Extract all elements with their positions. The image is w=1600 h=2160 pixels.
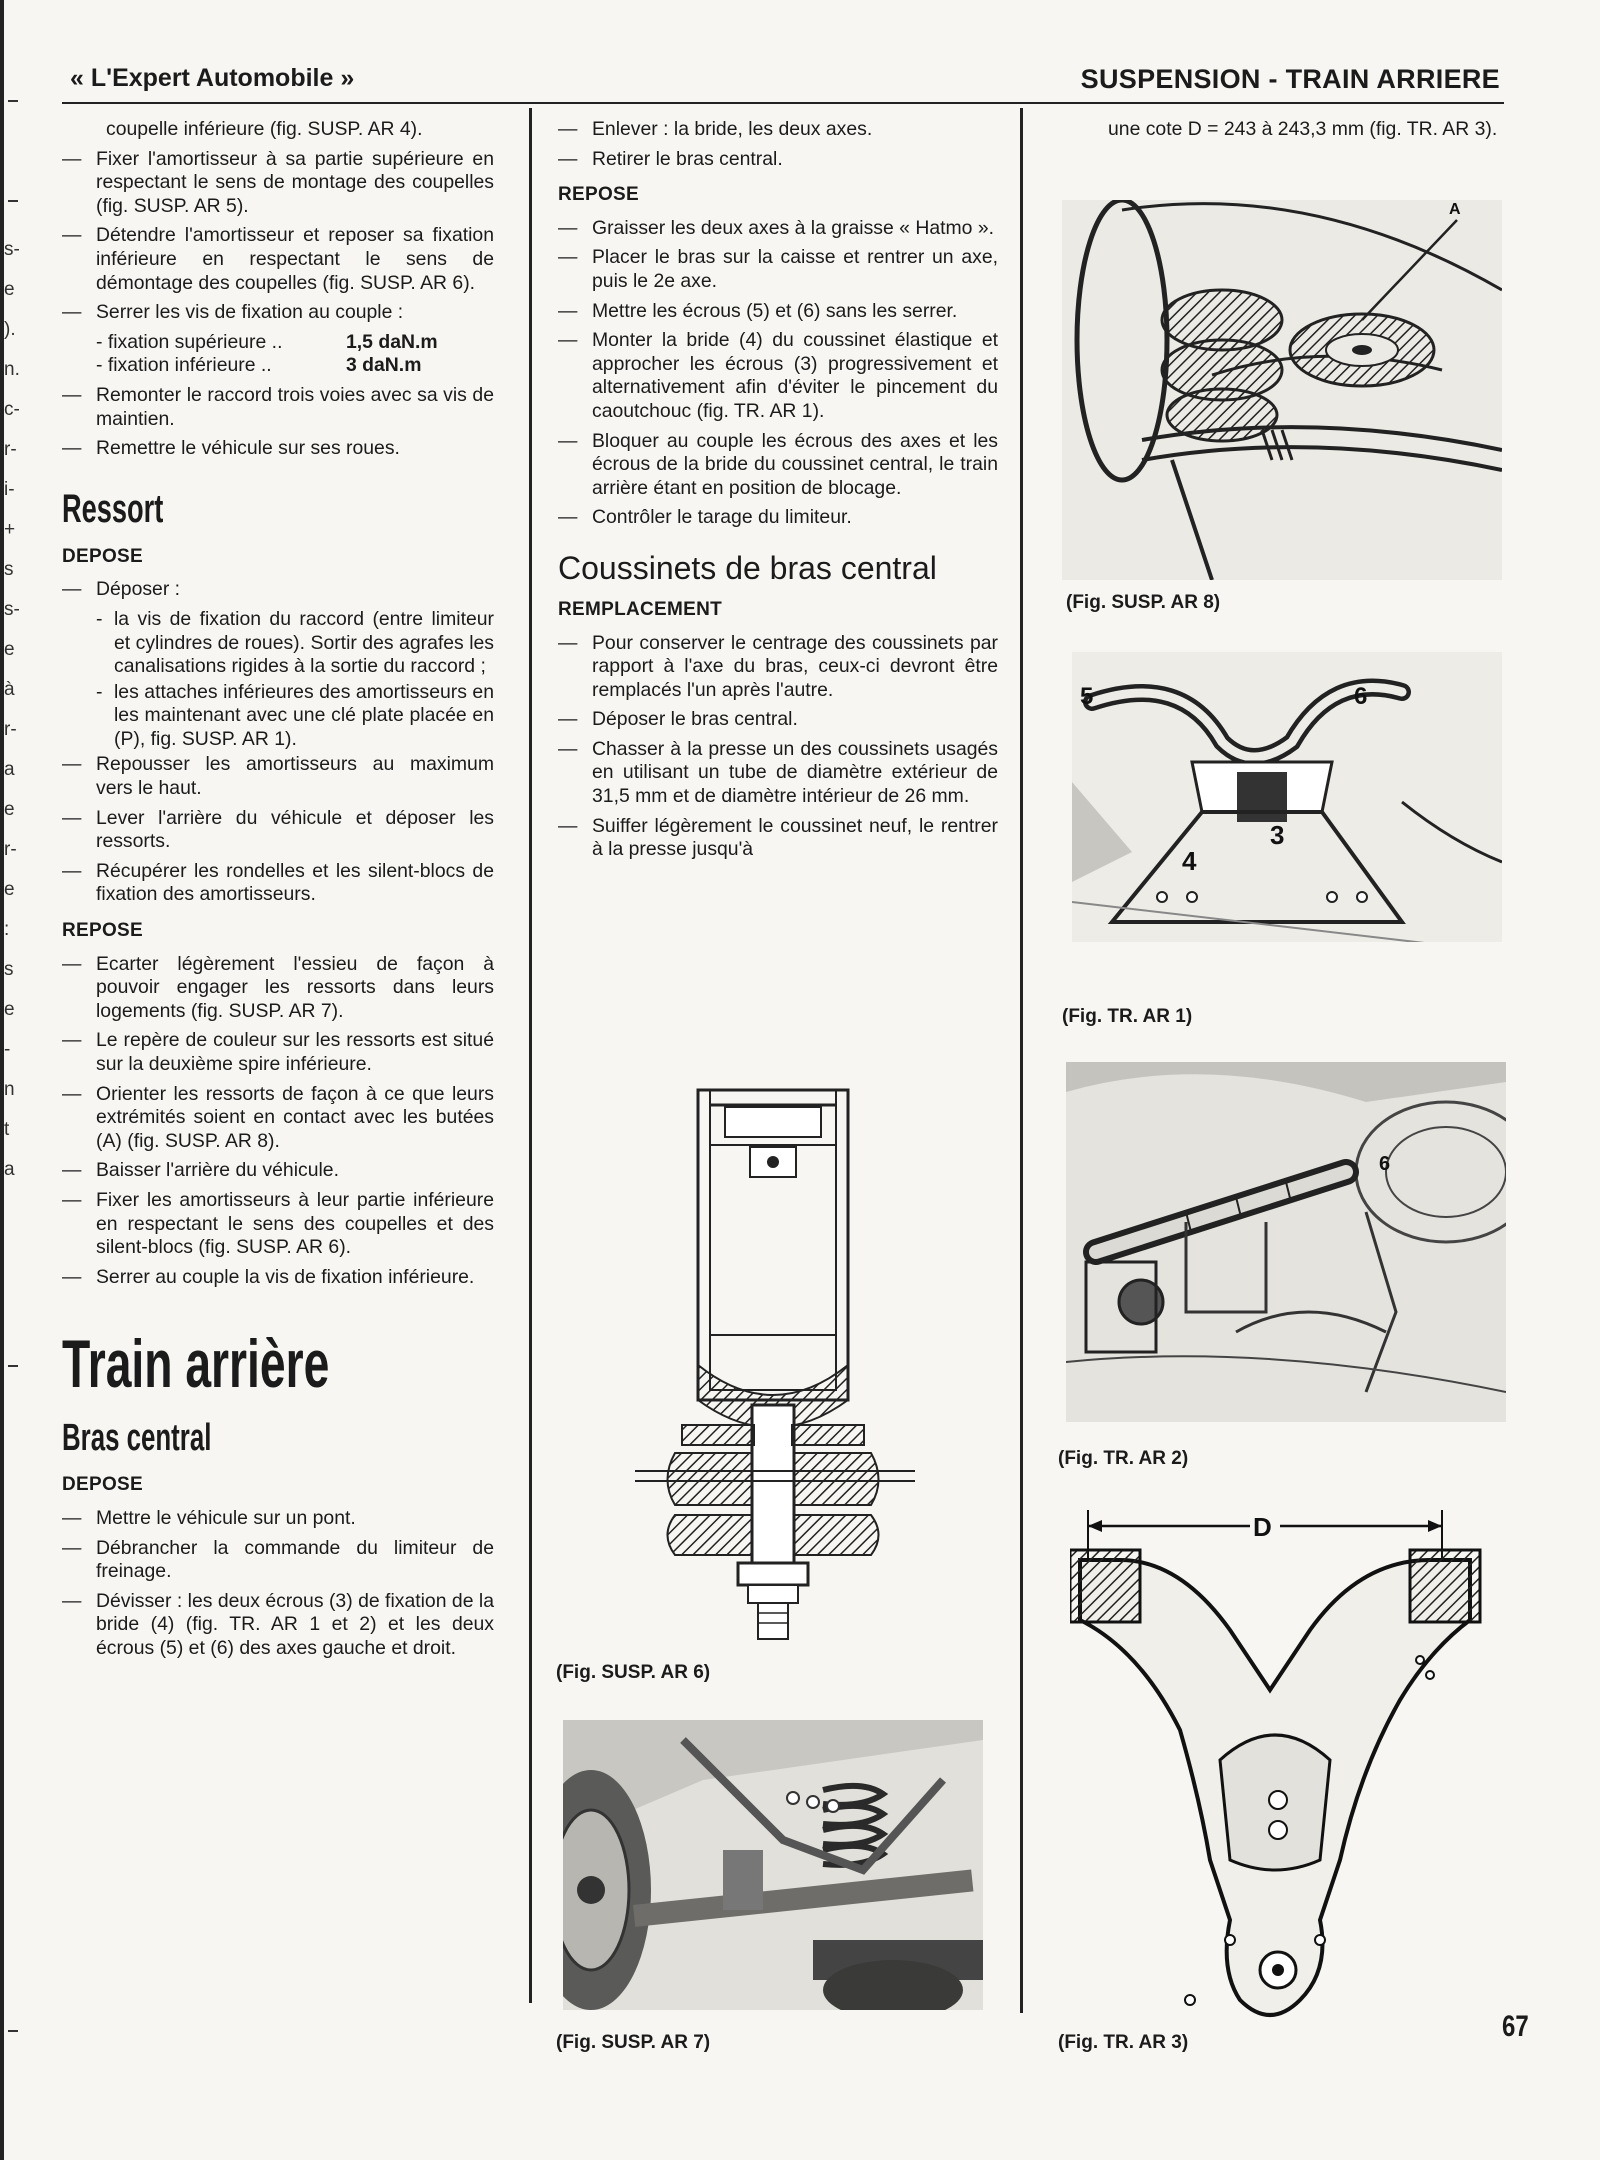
caption-fig-susp-ar-7: (Fig. SUSP. AR 7) bbox=[556, 2032, 711, 2053]
figure-central-arm-dimension bbox=[1070, 1500, 1510, 2050]
list-item: — Lever l'arrière du véhicule et déposer les ressorts. bbox=[62, 806, 494, 853]
bleed-char: s- bbox=[4, 239, 20, 260]
step-list bbox=[558, 217, 998, 530]
bleed-char: s- bbox=[4, 599, 20, 620]
column-1 bbox=[62, 118, 494, 1667]
bleed-char: e bbox=[4, 799, 15, 820]
list-item: — Bloquer au couple les écrous des axes et les écrous de la bride du coussinet central, le train arrière étant en position de blocage. bbox=[558, 429, 998, 499]
margin-bleed-text bbox=[4, 230, 20, 1190]
list-item: — Orienter les ressorts de façon à ce que leurs extrémités soient en contact avec les butées (A) (fig. SUSP. AR 8). bbox=[62, 1082, 494, 1152]
caption-fig-tr-ar-1: (Fig. TR. AR 1) bbox=[1062, 1006, 1193, 1027]
tr1-label-5: 5 bbox=[1080, 683, 1094, 710]
bleed-char: a bbox=[4, 759, 15, 780]
bleed-char: e bbox=[4, 639, 15, 660]
list-item: — Fixer les amortisseurs à leur partie inférieure en respectant le sens des coupelles et des silent-blocs (fig. SUSP. AR 6). bbox=[62, 1188, 494, 1259]
step-list bbox=[558, 632, 998, 862]
caption-fig-susp-ar-6: (Fig. SUSP. AR 6) bbox=[556, 1662, 711, 1683]
tr2-label-6: 6 bbox=[1379, 1153, 1391, 1175]
list-item: — Détendre l'amortisseur et reposer sa fixation inférieure en respectant le sens de démontage des coupelles (fig. SUSP. AR 6). bbox=[62, 224, 494, 294]
label-repose: REPOSE bbox=[62, 920, 143, 942]
step-list bbox=[62, 1507, 494, 1661]
label-remplacement: REMPLACEMENT bbox=[558, 598, 723, 620]
fig8-label-a: A bbox=[1449, 201, 1461, 218]
header-section: SUSPENSION - TRAIN ARRIERE bbox=[1080, 64, 1500, 94]
caption-fig-susp-ar-8: (Fig. SUSP. AR 8) bbox=[1066, 592, 1221, 613]
caption-fig-tr-ar-3: (Fig. TR. AR 3) bbox=[1058, 2032, 1189, 2053]
caption-fig-tr-ar-2: (Fig. TR. AR 2) bbox=[1058, 1448, 1189, 1469]
list-item: — Serrer les vis de fixation au couple : bbox=[62, 301, 404, 324]
label-depose: DEPOSE bbox=[62, 545, 143, 567]
page-number: 67 bbox=[1502, 2010, 1529, 2043]
heading-bras-central: Bras central bbox=[62, 1417, 212, 1460]
header-rule bbox=[62, 102, 1504, 104]
sub-item: - la vis de fixation du raccord (entre limiteur et cylindres de roues). Sortir des agrafes les canalisations rigides à la sortie du raccord ; bbox=[96, 607, 494, 678]
tr1-label-6: 6 bbox=[1354, 683, 1368, 710]
label-repose: REPOSE bbox=[558, 184, 639, 206]
bleed-char: ). bbox=[4, 319, 16, 340]
step-list bbox=[558, 118, 998, 171]
step-list bbox=[62, 384, 494, 461]
list-item: — Serrer au couple la vis de fixation inférieure. bbox=[62, 1265, 475, 1288]
step-list bbox=[62, 753, 494, 907]
list-item: — Pour conserver le centrage des coussinets par rapport à l'axe du bras, ceux-ci devront être remplacés l'un après l'autre. bbox=[558, 631, 998, 701]
bleed-char: e bbox=[4, 279, 15, 300]
edge-mark bbox=[8, 2030, 18, 2032]
torque-lower: - fixation inférieure .. 3 daN.m bbox=[96, 354, 422, 377]
bleed-char: a bbox=[4, 1159, 15, 1180]
list-item: — Remonter le raccord trois voies avec sa vis de maintien. bbox=[62, 383, 494, 430]
bleed-char: i- bbox=[4, 479, 15, 500]
heading-train-arriere: Train arrière bbox=[62, 1326, 330, 1403]
list-item: — Mettre le véhicule sur un pont. bbox=[62, 1506, 356, 1529]
list-item: — Repousser les amortisseurs au maximum vers le haut. bbox=[62, 753, 494, 800]
step-list bbox=[62, 953, 494, 1290]
bleed-char: : bbox=[4, 919, 10, 940]
bleed-char: s bbox=[4, 559, 14, 580]
list-item: — Graisser les deux axes à la graisse « Hatmo ». bbox=[558, 216, 994, 239]
list-item: — Retirer le bras central. bbox=[558, 147, 783, 170]
torque-upper: - fixation supérieure .. 1,5 daN.m bbox=[96, 330, 438, 353]
paragraph: une cote D = 243 à 243,3 mm (fig. TR. AR 3). bbox=[1108, 118, 1498, 140]
heading-ressort: Ressort bbox=[62, 486, 164, 531]
list-item: — Déposer : bbox=[62, 578, 181, 601]
bleed-char: s bbox=[4, 959, 14, 980]
figure-spring-stop bbox=[1062, 200, 1502, 580]
sub-list bbox=[62, 608, 494, 752]
figure-axle-springs bbox=[563, 1720, 983, 2010]
list-item: — Chasser à la presse un des coussinets usagés en utilisant un tube de diamètre extérieur de 31,5 mm et de diamètre intérieur de 26 mm. bbox=[558, 737, 998, 808]
paragraph: coupelle inférieure (fig. SUSP. AR 4). bbox=[106, 118, 423, 140]
torque-values bbox=[62, 331, 494, 378]
list-item: — Ecarter légèrement l'essieu de façon à pouvoir engager les ressorts dans leurs logements (fig. SUSP. AR 7). bbox=[62, 952, 494, 1022]
step-list bbox=[62, 148, 494, 325]
list-item: — Fixer l'amortisseur à sa partie supérieure en respectant le sens de montage des coupelles (fig. SUSP. AR 5). bbox=[62, 147, 494, 217]
list-item: — Dévisser : les deux écrous (3) de fixation de la bride (4) (fig. TR. AR 1 et 2) et les deux écrous (5) et (6) des axes gauche et droit. bbox=[62, 1589, 494, 1659]
bleed-char: c- bbox=[4, 399, 20, 420]
header-publication: « L'Expert Automobile » bbox=[70, 64, 355, 92]
column-divider bbox=[529, 108, 532, 2003]
heading-coussinets: Coussinets de bras central bbox=[558, 549, 937, 586]
tr1-label-3: 3 bbox=[1270, 820, 1285, 850]
edge-mark bbox=[8, 1365, 18, 1367]
list-item: — Récupérer les rondelles et les silent-blocs de fixation des amortisseurs. bbox=[62, 859, 494, 906]
list-item: — Le repère de couleur sur les ressorts est situé sur la deuxième spire inférieure. bbox=[62, 1029, 494, 1075]
tr1-label-4: 4 bbox=[1182, 846, 1197, 876]
label-depose: DEPOSE bbox=[62, 1474, 143, 1496]
bleed-char: n. bbox=[4, 359, 20, 380]
bleed-char: e bbox=[4, 999, 15, 1020]
list-item: — Monter la bride (4) du coussinet élastique et approcher les écrous (3) progressivement et alternativement afin d'éviter le pincement du caoutchouc (fig. TR. AR 1). bbox=[558, 329, 998, 422]
figure-shock-absorber bbox=[630, 1085, 920, 1645]
list-item: — Baisser l'arrière du véhicule. bbox=[62, 1159, 339, 1182]
column-divider bbox=[1020, 108, 1023, 2013]
list-item: — Contrôler le tarage du limiteur. bbox=[558, 506, 852, 529]
bleed-char: r- bbox=[4, 719, 17, 740]
list-item: — Suiffer légèrement le coussinet neuf, le rentrer à la presse jusqu'à bbox=[558, 814, 998, 861]
bleed-char: t bbox=[4, 1119, 10, 1140]
list-item: — Mettre les écrous (5) et (6) sans les serrer. bbox=[558, 299, 958, 322]
bleed-char: n bbox=[4, 1079, 15, 1100]
bleed-char: à bbox=[4, 679, 15, 700]
list-item: — Débrancher la commande du limiteur de freinage. bbox=[62, 1536, 494, 1583]
column-3 bbox=[1060, 118, 1505, 148]
bleed-char: + bbox=[4, 519, 16, 540]
edge-mark bbox=[8, 100, 18, 102]
list-item: — Remettre le véhicule sur ses roues. bbox=[62, 437, 400, 460]
bleed-char: e bbox=[4, 879, 15, 900]
column-2 bbox=[558, 118, 998, 868]
bleed-char: - bbox=[4, 1039, 11, 1060]
tr3-label-d: D bbox=[1253, 1512, 1272, 1542]
figure-central-arm-underside bbox=[1066, 1062, 1506, 1422]
list-item: — Déposer le bras central. bbox=[558, 708, 798, 731]
bleed-char: r- bbox=[4, 439, 17, 460]
edge-mark bbox=[8, 200, 18, 202]
list-item: — Enlever : la bride, les deux axes. bbox=[558, 118, 873, 140]
bleed-char: r- bbox=[4, 839, 17, 860]
list-item: — Placer le bras sur la caisse et rentrer un axe, puis le 2e axe. bbox=[558, 246, 998, 292]
figure-central-arm-mount bbox=[1072, 652, 1502, 942]
sub-item: - les attaches inférieures des amortisseurs en les maintenant avec une clé plate placée en (P), fig. SUSP. AR 1). bbox=[96, 680, 494, 750]
